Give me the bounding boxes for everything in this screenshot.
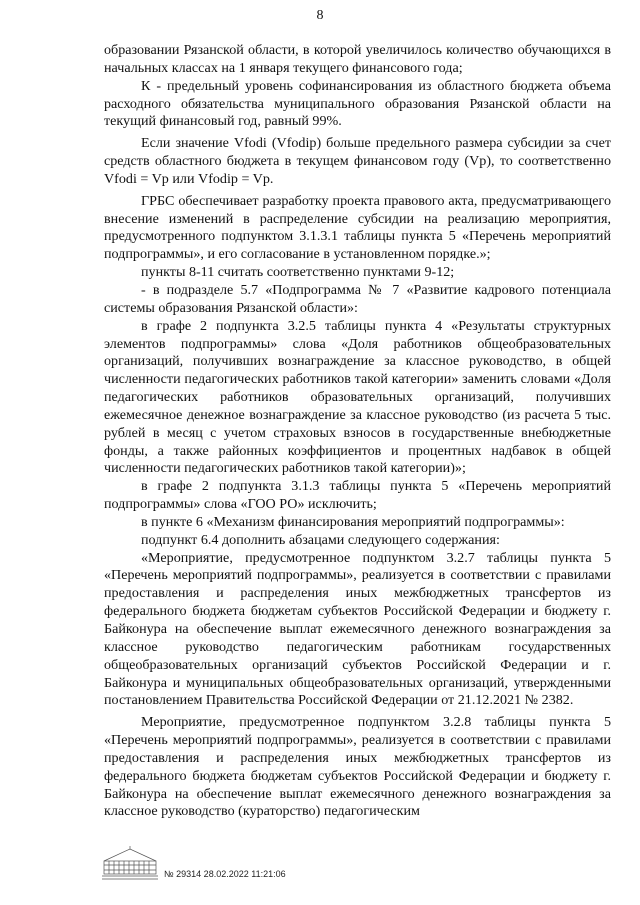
paragraph-5: пункты 8-11 считать соответственно пунктами 9-12; — [141, 264, 455, 281]
page-number: 8 — [316, 8, 324, 23]
document-body — [104, 42, 611, 821]
registration-number: № 29314 28.02.2022 11:21:06 — [164, 869, 286, 879]
paragraph-2: К - предельный уровень софинансирования из областного бюджета объема расходного обязательства муниципального образования Рязанской области на текущий финансовый год, равный 99%. — [104, 77, 611, 130]
paragraph-7: в графе 2 подпункта 3.2.5 таблицы пункта 4 «Результаты структурных элементов подпрограммы» слова «Доля работников общеобразовательных организаций, получивших вознаграждение за классное руководство, в общей численности педагогических работников такой категории» заменить словами «Доля педагогических работников образовательных организаций, получивших ежемесячное денежное вознаграждение за классное руководство (из расчета 5 тыс. рублей в месяц с учетом страховых взносов в государственные внебюджетные фонды, а также районных коэффициентов и процентных надбавок в общей численности педагогических работников такой категории)»; — [104, 317, 611, 477]
paragraph-4: ГРБС обеспечивает разработку проекта правового акта, предусматривающего внесение изменений в распределение субсидии на реализацию мероприятия, предусмотренного подпунктом 3.1.3.1 таблицы пункта 5 «Перечень мероприятий подпрограммы», и его согласование в установленном порядке.»; — [104, 192, 611, 263]
paragraph-6: - в подразделе 5.7 «Подпрограмма № 7 «Развитие кадрового потенциала системы образования Рязанской области»: — [104, 281, 611, 316]
paragraph-8: в графе 2 подпункта 3.1.3 таблицы пункта 5 «Перечень мероприятий подпрограммы» слова «ГОО РО» исключить; — [104, 478, 611, 513]
paragraph-11: «Мероприятие, предусмотренное подпунктом 3.2.7 таблицы пункта 5 «Перечень мероприятий подпрограммы», реализуется в соответствии с правилами предоставления и распределения иных межбюджетных трансфертов из федерального бюджета бюджетам субъектов Российской Федерации и бюджету г. Байконура на обеспечение выплат ежемесячного денежного вознаграждения за классное руководство педагогическим работникам государственных общеобразовательных организаций субъектов Российской Федерации и г. Байконура и муниципальных общеобразовательных организаций, утвержденными постановлением Правительства Российской Федерации от 21.12.2021 № 2382. — [104, 549, 611, 709]
paragraph-1: образовании Рязанской области, в которой увеличилось количество обучающихся в начальных классах на 1 января текущего финансового года; — [104, 42, 611, 76]
document-footer — [100, 845, 360, 885]
paragraph-3: Если значение Vfodi (Vfodip) больше предельного размера субсидии за счет средств областного бюджета в текущем финансовом году (Vp), то соответственно Vfodi = Vp или Vfodip = Vp. — [104, 135, 611, 187]
paragraph-9: в пункте 6 «Механизм финансирования мероприятий подпрограммы»: — [141, 513, 565, 530]
government-building-stamp-icon — [100, 845, 160, 883]
paragraph-10: подпункт 6.4 дополнить абзацами следующего содержания: — [141, 531, 500, 548]
paragraph-12: Мероприятие, предусмотренное подпунктом 3.2.8 таблицы пункта 5 «Перечень мероприятий подпрограммы», реализуется в соответствии с правилами предоставления и распределения иных межбюджетных трансфертов из федерального бюджета бюджетам субъектов Российской Федерации и бюджету г. Байконура на обеспечение выплат ежемесячного денежного вознаграждения за классное руководство (кураторство) педагогическим — [104, 714, 611, 820]
